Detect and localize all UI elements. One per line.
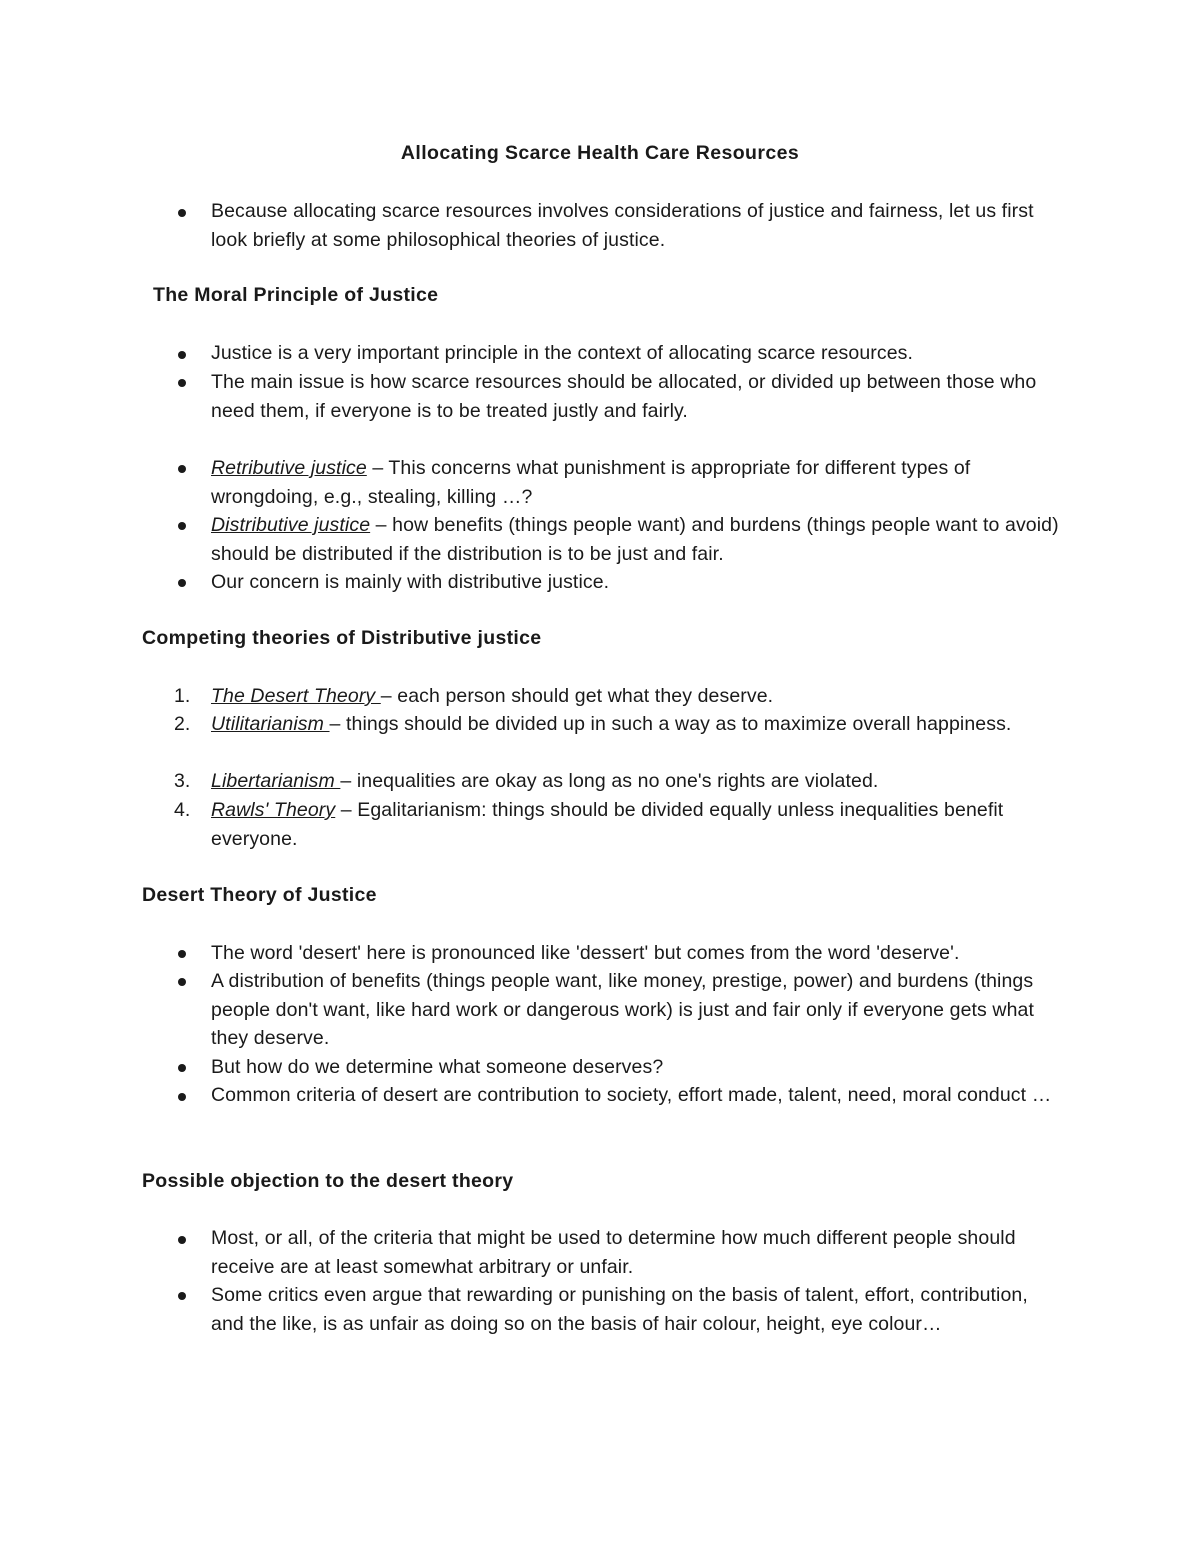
theory-item-libertarianism bbox=[211, 767, 1061, 796]
list-item-retributive bbox=[211, 454, 1061, 511]
bullet-icon bbox=[178, 379, 186, 387]
list-item: Common criteria of desert are contribution to society, effort made, talent, need, moral conduct … bbox=[211, 1084, 1052, 1106]
bullet-icon bbox=[178, 579, 186, 587]
theory-text: – Egalitarianism: things should be divided equally unless inequalities benefit everyone. bbox=[211, 799, 1004, 850]
bullet-icon bbox=[178, 1292, 186, 1300]
list-number: 4. bbox=[174, 799, 191, 821]
bullet-icon bbox=[178, 1064, 186, 1072]
term-libertarianism: Libertarianism bbox=[211, 770, 341, 792]
section-heading-objection: Possible objection to the desert theory bbox=[142, 1170, 514, 1192]
bullet-icon bbox=[178, 465, 186, 473]
bullet-icon bbox=[178, 1093, 186, 1101]
term-distributive-justice: Distributive justice bbox=[211, 514, 371, 536]
term-utilitarianism: Utilitarianism bbox=[211, 713, 330, 735]
section-heading-desert-theory: Desert Theory of Justice bbox=[142, 884, 377, 906]
list-item: The main issue is how scarce resources should be allocated, or divided up between those who need them, if everyone is to be treated justly and fairly. bbox=[211, 371, 1037, 422]
theory-text: – inequalities are okay as long as no one's rights are violated. bbox=[340, 770, 879, 792]
list-item: A distribution of benefits (things people want, like money, prestige, power) and burdens (things people don't want, like hard work or dangerous work) is just and fair only if everyone gets what they deserve. bbox=[211, 970, 1035, 1050]
bullet-icon bbox=[178, 209, 186, 217]
theory-item-utilitarianism bbox=[211, 710, 1061, 739]
list-item: Justice is a very important principle in the context of allocating scarce resources. bbox=[211, 342, 914, 364]
bullet-icon bbox=[178, 1236, 186, 1244]
section-heading-competing-theories: Competing theories of Distributive justice bbox=[142, 627, 542, 649]
document-title: Allocating Scarce Health Care Resources bbox=[400, 142, 800, 164]
list-number: 2. bbox=[174, 713, 191, 735]
theory-text: – each person should get what they deserve. bbox=[380, 685, 774, 707]
theory-item-rawls bbox=[211, 796, 1061, 853]
section-heading-moral-principle: The Moral Principle of Justice bbox=[153, 284, 439, 306]
theory-text: – things should be divided up in such a way as to maximize overall happiness. bbox=[329, 713, 1012, 735]
bullet-icon bbox=[178, 978, 186, 986]
bullet-icon bbox=[178, 950, 186, 958]
list-number: 1. bbox=[174, 685, 191, 707]
list-item: Some critics even argue that rewarding or punishing on the basis of talent, effort, contribution, and the like, is as unfair as doing so on the basis of hair colour, height, eye colour… bbox=[211, 1284, 1028, 1335]
retributive-text: – This concerns what punishment is appropriate for different types of wrongdoing, e.g., stealing, killing …? bbox=[211, 457, 971, 508]
list-item: Our concern is mainly with distributive justice. bbox=[211, 571, 610, 593]
bullet-icon bbox=[178, 522, 186, 530]
term-retributive-justice: Retributive justice bbox=[211, 457, 367, 479]
distributive-text: – how benefits (things people want) and burdens (things people want to avoid) should be distributed if the distribution is to be just and fair. bbox=[211, 514, 1059, 565]
theory-item-desert bbox=[211, 682, 1061, 711]
list-item: But how do we determine what someone deserves? bbox=[211, 1056, 664, 1078]
list-item: The word 'desert' here is pronounced like 'dessert' but comes from the word 'deserve'. bbox=[211, 942, 960, 964]
term-desert-theory: The Desert Theory bbox=[211, 685, 381, 707]
intro-bullet: Because allocating scarce resources involves considerations of justice and fairness, let us first look briefly at some philosophical theories of justice. bbox=[211, 200, 1034, 251]
term-rawls-theory: Rawls' Theory bbox=[211, 799, 336, 821]
bullet-icon bbox=[178, 351, 186, 359]
list-number: 3. bbox=[174, 770, 191, 792]
list-item: Most, or all, of the criteria that might be used to determine how much different people should receive are at least somewhat arbitrary or unfair. bbox=[211, 1227, 1016, 1278]
list-item-distributive bbox=[211, 511, 1061, 568]
